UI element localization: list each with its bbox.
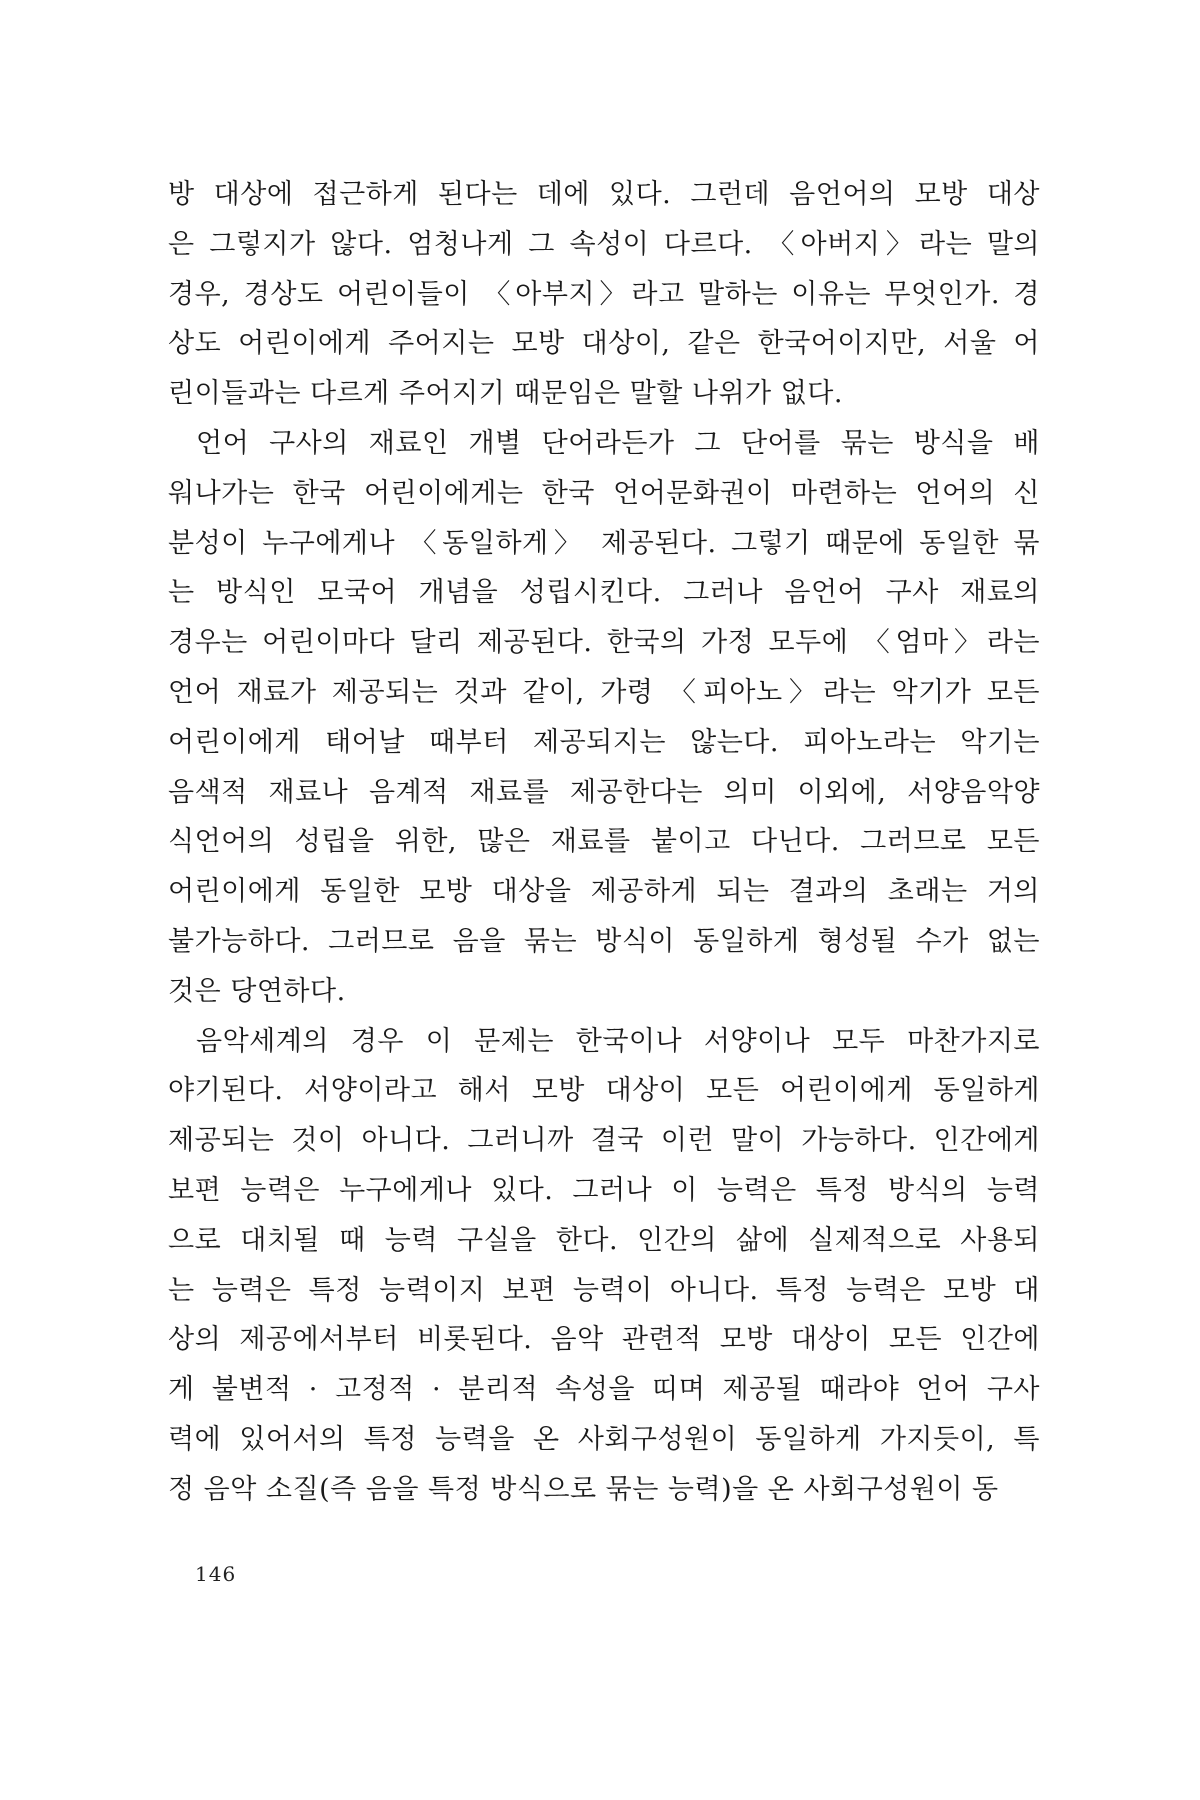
text-line: 으로 대치될 때 능력 구실을 한다. 인간의 삶에 실제적으로 사용되 — [168, 1224, 1040, 1256]
text-line: 워나가는 한국 어린이에게는 한국 언어문화권이 마련하는 언어의 신 — [168, 477, 1040, 509]
text-line: 것은 당연하다. — [168, 975, 346, 1007]
text-line: 상도 어린이에게 주어지는 모방 대상이, 같은 한국어이지만, 서울 어 — [168, 328, 1040, 360]
text-line: 정 음악 소질(즉 음을 특정 방식으로 묶는 능력)을 온 사회구성원이 동 — [168, 1473, 999, 1505]
paragraph — [168, 170, 1040, 419]
text-line: 력에 있어서의 특정 능력을 온 사회구성원이 동일하게 가지듯이, 특 — [168, 1423, 1040, 1455]
text-line: 언어 재료가 제공되는 것과 같이, 가령 〈피아노〉라는 악기가 모든 — [168, 676, 1040, 708]
text-line: 음악세계의 경우 이 문제는 한국이나 서양이나 모두 마찬가지로 — [196, 1025, 1040, 1057]
text-line: 제공되는 것이 아니다. 그러니까 결국 이런 말이 가능하다. 인간에게 — [168, 1125, 1040, 1157]
text-line: 게 불변적 · 고정적 · 분리적 속성을 띠며 제공될 때라야 언어 구사 — [168, 1374, 1040, 1406]
text-line: 야기된다. 서양이라고 해서 모방 대상이 모든 어린이에게 동일하게 — [168, 1075, 1040, 1107]
text-line: 경우, 경상도 어린이들이 〈아부지〉라고 말하는 이유는 무엇인가. 경 — [168, 278, 1040, 310]
text-line: 보편 능력은 누구에게나 있다. 그러나 이 능력은 특정 방식의 능력 — [168, 1174, 1040, 1206]
text-line: 식언어의 성립을 위한, 많은 재료를 붙이고 다닌다. 그러므로 모든 — [168, 826, 1040, 858]
paragraph — [168, 419, 1040, 1017]
text-line: 상의 제공에서부터 비롯된다. 음악 관련적 모방 대상이 모든 인간에 — [168, 1324, 1040, 1356]
text-line: 어린이에게 태어날 때부터 제공되지는 않는다. 피아노라는 악기는 — [168, 726, 1040, 758]
text-line: 린이들과는 다르게 주어지기 때문임은 말할 나위가 없다. — [168, 378, 843, 410]
text-line: 불가능하다. 그러므로 음을 묶는 방식이 동일하게 형성될 수가 없는 — [168, 925, 1040, 957]
text-line: 어린이에게 동일한 모방 대상을 제공하게 되는 결과의 초래는 거의 — [168, 876, 1040, 908]
text-line: 는 방식인 모국어 개념을 성립시킨다. 그러나 음언어 구사 재료의 — [168, 577, 1040, 609]
text-line: 언어 구사의 재료인 개별 단어라든가 그 단어를 묶는 방식을 배 — [196, 427, 1040, 459]
text-line: 분성이 누구에게나 〈동일하게〉 제공된다. 그렇기 때문에 동일한 묶 — [168, 527, 1040, 559]
page-number: 146 — [195, 1562, 237, 1586]
body-text — [168, 170, 1040, 1515]
text-line: 는 능력은 특정 능력이지 보편 능력이 아니다. 특정 능력은 모방 대 — [168, 1274, 1040, 1306]
text-line: 은 그렇지가 않다. 엄청나게 그 속성이 다르다. 〈아버지〉라는 말의 — [168, 228, 1040, 260]
paragraph — [168, 1017, 1040, 1515]
text-line: 경우는 어린이마다 달리 제공된다. 한국의 가정 모두에 〈엄마〉라는 — [168, 627, 1040, 659]
text-line: 음색적 재료나 음계적 재료를 제공한다는 의미 이외에, 서양음악양 — [168, 776, 1040, 808]
text-line: 방 대상에 접근하게 된다는 데에 있다. 그런데 음언어의 모방 대상 — [168, 179, 1040, 210]
